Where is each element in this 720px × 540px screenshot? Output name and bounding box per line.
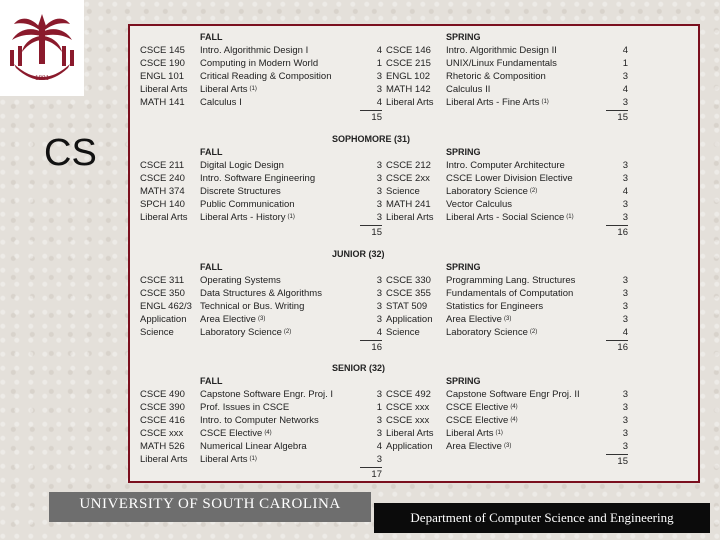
course-code: Liberal Arts	[140, 84, 188, 95]
course-credits: 1	[376, 58, 382, 69]
course-credits: 4	[376, 327, 382, 338]
page-title: CS	[44, 132, 97, 174]
course-title: Calculus I	[200, 97, 242, 108]
course-code: Science	[386, 186, 420, 197]
course-title: Area Elective $^{(3)}$	[446, 441, 512, 452]
course-code: ENGL 462/3	[140, 301, 192, 312]
course-code: Liberal Arts	[140, 212, 188, 223]
course-credits: 4	[622, 45, 628, 56]
course-credits: 4	[622, 84, 628, 95]
footnote-marker: (1)	[249, 456, 257, 462]
course-credits: 3	[622, 301, 628, 312]
course-title: Laboratory Science $^{(2)}$	[446, 327, 538, 338]
course-credits: 3	[376, 199, 382, 210]
footnote-marker: (1)	[287, 214, 295, 220]
course-code: CSCE 350	[140, 288, 185, 299]
footnote-marker: (2)	[529, 329, 538, 335]
course-title: Area Elective $^{(3)}$	[446, 314, 512, 325]
course-title: Prof. Issues in CSCE	[200, 402, 290, 413]
term-total-credits: 16	[606, 340, 628, 353]
fall-course-list	[140, 274, 382, 339]
course-credits: 3	[376, 84, 382, 95]
course-title: Laboratory Science $^{(2)}$	[446, 186, 538, 197]
course-credits: 3	[376, 71, 382, 82]
course-credits: 3	[622, 71, 628, 82]
spring-term-label: SPRING	[446, 147, 481, 157]
spring-course-list	[386, 274, 628, 339]
course-code: Science	[140, 327, 174, 338]
footnote-marker: (2)	[529, 188, 538, 194]
spring-course-list	[386, 388, 628, 453]
course-title: Capstone Software Engr Proj. II	[446, 389, 580, 400]
course-credits: 3	[622, 441, 628, 452]
course-credits: 4	[622, 186, 628, 197]
course-code: Liberal Arts	[140, 454, 188, 465]
course-title: Discrete Structures	[200, 186, 281, 197]
course-title: Intro. to Computer Networks	[200, 415, 319, 426]
course-code: CSCE 490	[140, 389, 185, 400]
course-code: MATH 241	[386, 199, 431, 210]
course-title: Numerical Linear Algebra	[200, 441, 307, 452]
course-code: SPCH 140	[140, 199, 185, 210]
course-code: Application	[140, 314, 187, 325]
course-credits: 4	[622, 327, 628, 338]
course-credits: 3	[376, 428, 382, 439]
fall-course-list	[140, 388, 382, 466]
course-code: CSCE 190	[140, 58, 185, 69]
course-title: Public Communication	[200, 199, 295, 210]
course-credits: 3	[622, 97, 628, 108]
year-heading: JUNIOR (32)	[332, 249, 385, 259]
course-title: Computing in Modern World	[200, 58, 319, 69]
course-code: CSCE 211	[140, 160, 185, 171]
university-banner: UNIVERSITY OF SOUTH CAROLINA	[49, 492, 371, 522]
course-title: CSCE Lower Division Elective	[446, 173, 573, 184]
course-title: Intro. Computer Architecture	[446, 160, 565, 171]
department-banner: Department of Computer Science and Engineering	[374, 503, 710, 533]
footnote-marker: (3)	[503, 443, 512, 449]
footnote-marker: (1)	[541, 99, 549, 105]
course-code: CSCE xxx	[386, 415, 430, 426]
footnote-marker: (1)	[566, 214, 574, 220]
course-title: Data Structures & Algorithms	[200, 288, 322, 299]
course-title: Liberal Arts - Social Science $^{(1)}$	[446, 212, 574, 223]
course-code: Science	[386, 327, 420, 338]
course-title: Technical or Bus. Writing	[200, 301, 305, 312]
course-code: CSCE 145	[140, 45, 185, 56]
course-code: CSCE 330	[386, 275, 431, 286]
course-code: CSCE 240	[140, 173, 185, 184]
term-total-credits: 15	[606, 454, 628, 467]
course-credits: 3	[622, 288, 628, 299]
course-code: Liberal Arts	[386, 97, 434, 108]
course-credits: 3	[376, 186, 382, 197]
course-title: Critical Reading & Composition	[200, 71, 332, 82]
usc-logo	[0, 0, 84, 96]
course-credits: 3	[622, 389, 628, 400]
footnote-marker: (1)	[249, 86, 257, 92]
course-credits: 3	[622, 160, 628, 171]
year-heading: SOPHOMORE (31)	[332, 134, 411, 144]
course-credits: 3	[622, 428, 628, 439]
curriculum-sheet	[128, 24, 700, 483]
course-credits: 3	[622, 275, 628, 286]
course-title: Liberal Arts - Fine Arts $^{(1)}$	[446, 97, 549, 108]
course-title: Statistics for Engineers	[446, 301, 544, 312]
spring-course-list	[386, 159, 628, 224]
term-total-credits: 17	[360, 467, 382, 480]
term-total-credits: 16	[606, 225, 628, 238]
course-credits: 1	[376, 402, 382, 413]
year-heading: SENIOR (32)	[332, 363, 386, 373]
course-code: ENGL 101	[140, 71, 185, 82]
course-code: MATH 526	[140, 441, 185, 452]
course-title: Calculus II	[446, 84, 491, 95]
course-credits: 3	[376, 415, 382, 426]
course-title: Liberal Arts $^{(1)}$	[200, 84, 257, 95]
course-title: CSCE Elective $^{(4)}$	[446, 402, 518, 413]
course-code: Application	[386, 441, 433, 452]
course-title: Liberal Arts - History $^{(1)}$	[200, 212, 295, 223]
fall-course-list	[140, 159, 382, 224]
course-credits: 3	[376, 173, 382, 184]
course-credits: 3	[376, 288, 382, 299]
course-credits: 3	[622, 415, 628, 426]
course-code: Liberal Arts	[386, 212, 434, 223]
fall-term-label: FALL	[200, 262, 223, 272]
course-credits: 3	[376, 212, 382, 223]
term-total-credits: 15	[360, 225, 382, 238]
spring-term-label: SPRING	[446, 32, 481, 42]
course-code: MATH 142	[386, 84, 431, 95]
course-title: Laboratory Science $^{(2)}$	[200, 327, 292, 338]
fall-term-label: FALL	[200, 32, 223, 42]
footnote-marker: (4)	[510, 417, 518, 423]
course-code: CSCE 416	[140, 415, 185, 426]
course-credits: 3	[622, 314, 628, 325]
course-credits: 3	[376, 454, 382, 465]
course-code: CSCE 355	[386, 288, 431, 299]
course-credits: 4	[376, 97, 382, 108]
footnote-marker: (1)	[495, 430, 503, 436]
course-credits: 3	[622, 199, 628, 210]
course-title: Vector Calculus	[446, 199, 513, 210]
footnote-marker: (3)	[503, 316, 512, 322]
course-code: CSCE xxx	[140, 428, 184, 439]
course-title: Rhetoric & Composition	[446, 71, 546, 82]
footnote-marker: (4)	[510, 404, 518, 410]
course-credits: 3	[622, 212, 628, 223]
course-title: CSCE Elective $^{(4)}$	[200, 428, 272, 439]
logo-year: 1801	[35, 74, 49, 82]
term-total-credits: 15	[360, 110, 382, 123]
footnote-marker: (4)	[264, 430, 272, 436]
course-title: Area Elective $^{(3)}$	[200, 314, 266, 325]
course-code: CSCE xxx	[386, 402, 430, 413]
course-title: Liberal Arts $^{(1)}$	[200, 454, 257, 465]
course-code: CSCE 311	[140, 275, 185, 286]
course-credits: 3	[622, 402, 628, 413]
course-title: Liberal Arts $^{(1)}$	[446, 428, 503, 439]
course-code: CSCE 215	[386, 58, 431, 69]
course-code: ENGL 102	[386, 71, 431, 82]
course-credits: 1	[622, 58, 628, 69]
course-title: Fundamentals of Computation	[446, 288, 574, 299]
footnote-marker: (3)	[257, 316, 266, 322]
palmetto-seal-icon	[6, 6, 78, 90]
course-credits: 3	[376, 389, 382, 400]
course-credits: 3	[376, 301, 382, 312]
course-code: STAT 509	[386, 301, 428, 312]
course-title: Intro. Algorithmic Design I	[200, 45, 309, 56]
spring-term-label: SPRING	[446, 262, 481, 272]
course-code: Liberal Arts	[386, 428, 434, 439]
course-title: Programming Lang. Structures	[446, 275, 576, 286]
footnote-marker: (2)	[283, 329, 292, 335]
course-title: Intro. Algorithmic Design II	[446, 45, 557, 56]
term-total-credits: 15	[606, 110, 628, 123]
spring-term-label: SPRING	[446, 376, 481, 386]
fall-term-label: FALL	[200, 376, 223, 386]
course-code: MATH 141	[140, 97, 185, 108]
course-title: Capstone Software Engr. Proj. I	[200, 389, 334, 400]
course-code: CSCE 492	[386, 389, 431, 400]
course-code: CSCE 390	[140, 402, 185, 413]
fall-course-list	[140, 44, 382, 109]
course-credits: 4	[376, 441, 382, 452]
course-title: Digital Logic Design	[200, 160, 284, 171]
course-credits: 3	[376, 160, 382, 171]
term-total-credits: 16	[360, 340, 382, 353]
course-title: Operating Systems	[200, 275, 281, 286]
spring-course-list	[386, 44, 628, 109]
course-credits: 3	[622, 173, 628, 184]
course-code: Application	[386, 314, 433, 325]
course-credits: 3	[376, 314, 382, 325]
course-title: CSCE Elective $^{(4)}$	[446, 415, 518, 426]
course-credits: 3	[376, 275, 382, 286]
course-code: CSCE 212	[386, 160, 431, 171]
course-title: UNIX/Linux Fundamentals	[446, 58, 557, 69]
course-code: CSCE 146	[386, 45, 431, 56]
course-code: MATH 374	[140, 186, 185, 197]
course-title: Intro. Software Engineering	[200, 173, 316, 184]
course-credits: 4	[376, 45, 382, 56]
course-code: CSCE 2xx	[386, 173, 430, 184]
fall-term-label: FALL	[200, 147, 223, 157]
